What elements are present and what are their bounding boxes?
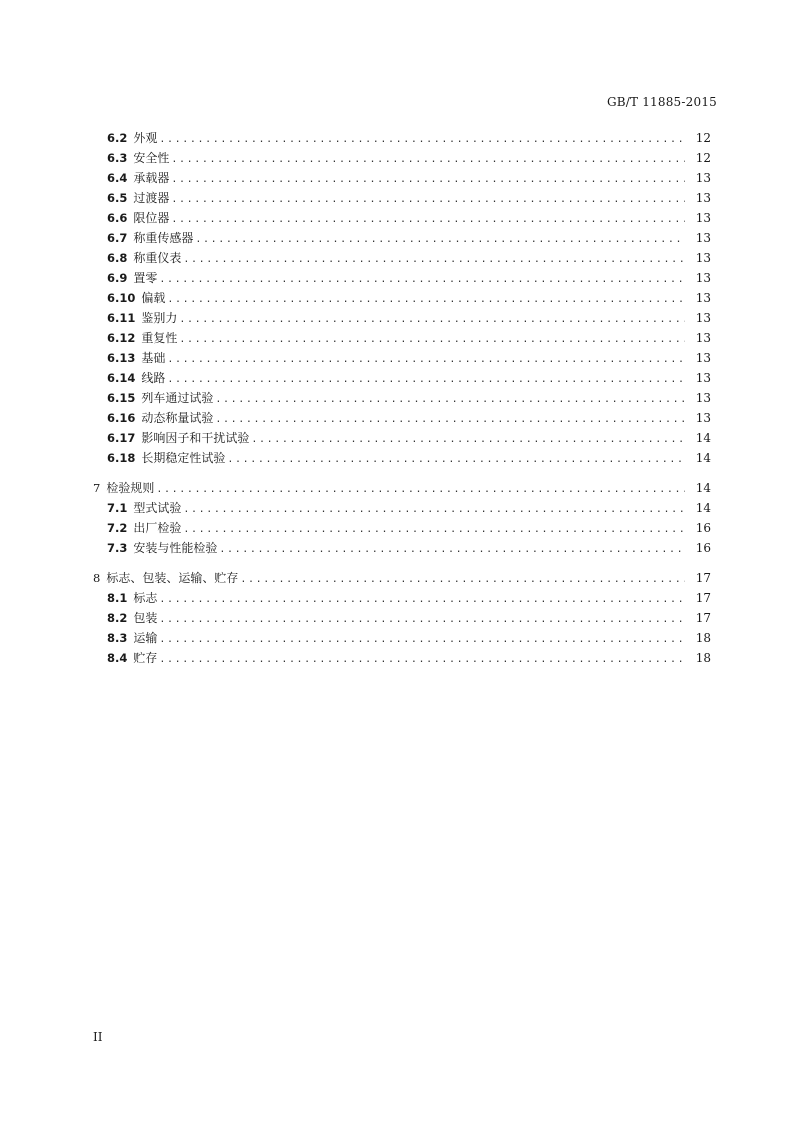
toc-entry-page-number: 13: [695, 411, 711, 425]
toc-entry-page-number: 16: [695, 541, 711, 555]
toc-entry-page-number: 13: [695, 311, 711, 325]
toc-entry[interactable]: [107, 308, 711, 328]
toc-entry-number: 6.17: [107, 431, 136, 445]
dot-leader: [159, 590, 685, 610]
toc-entry[interactable]: [93, 568, 711, 588]
toc-entry[interactable]: [107, 608, 711, 628]
toc-entry-page-number: 18: [695, 631, 711, 645]
toc-entry[interactable]: [107, 648, 711, 668]
toc-entry-title: 基础: [141, 351, 166, 365]
dot-leader: [159, 630, 685, 650]
dot-leader: [179, 310, 685, 330]
dot-leader: [183, 520, 685, 540]
dot-leader: [195, 230, 685, 250]
toc-entry-number: 8.3: [107, 631, 128, 645]
toc-entry-title: 标志、包装、运输、贮存: [106, 571, 239, 585]
toc-entry-number: 6.4: [107, 171, 128, 185]
toc-entry[interactable]: [93, 478, 711, 498]
toc-entry-title: 安全性: [133, 151, 170, 165]
toc-entry-number: 7: [93, 481, 101, 495]
toc-entry-number: 8.1: [107, 591, 128, 605]
toc-entry-page-number: 13: [695, 171, 711, 185]
dot-leader: [159, 650, 685, 670]
toc-entry[interactable]: [107, 148, 711, 168]
dot-leader: [183, 250, 685, 270]
toc-entry-page-number: 14: [695, 431, 711, 445]
toc-entry-title: 过渡器: [133, 191, 170, 205]
standard-code: GB/T 11885-2015: [606, 95, 717, 109]
toc-entry[interactable]: [107, 538, 711, 558]
toc-entry-title: 承载器: [133, 171, 170, 185]
toc-entry[interactable]: [107, 248, 711, 268]
toc-entry-title: 包装: [133, 611, 158, 625]
toc-entry-number: 8.2: [107, 611, 128, 625]
toc-entry-number: 6.14: [107, 371, 136, 385]
toc-entry[interactable]: [107, 348, 711, 368]
toc-entry-title: 型式试验: [133, 501, 182, 515]
toc-entry-page-number: 17: [695, 571, 711, 585]
toc-entry-page-number: 13: [695, 231, 711, 245]
toc-entry[interactable]: [107, 388, 711, 408]
toc-entry-page-number: 14: [695, 481, 711, 495]
toc-entry-title: 动态称量试验: [141, 411, 214, 425]
toc-entry[interactable]: [107, 228, 711, 248]
toc-entry-page-number: 13: [695, 391, 711, 405]
toc-entry-title: 长期稳定性试验: [141, 451, 226, 465]
toc-entry-number: 6.3: [107, 151, 128, 165]
dot-leader: [215, 410, 685, 430]
toc-entry-number: 6.8: [107, 251, 128, 265]
toc-entry-number: 6.7: [107, 231, 128, 245]
toc-entry-page-number: 13: [695, 331, 711, 345]
dot-leader: [159, 610, 685, 630]
toc-entry-number: 7.3: [107, 541, 128, 555]
toc-entry[interactable]: [107, 628, 711, 648]
toc-entry[interactable]: [107, 328, 711, 348]
toc-entry-title: 限位器: [133, 211, 170, 225]
dot-leader: [251, 430, 685, 450]
toc-entry-page-number: 13: [695, 251, 711, 265]
toc-entry-title: 称重仪表: [133, 251, 182, 265]
dot-leader: [159, 130, 685, 150]
toc-entry-page-number: 12: [695, 131, 711, 145]
dot-leader: [171, 190, 685, 210]
toc-entry[interactable]: [107, 448, 711, 468]
toc-entry-page-number: 13: [695, 291, 711, 305]
toc-entry-number: 7.2: [107, 521, 128, 535]
toc-entry-page-number: 13: [695, 371, 711, 385]
toc-entry-number: 8: [93, 571, 101, 585]
dot-leader: [227, 450, 685, 470]
toc-entry-number: 8.4: [107, 651, 128, 665]
toc-entry-page-number: 14: [695, 451, 711, 465]
toc-entry-page-number: 13: [695, 271, 711, 285]
toc-entry-title: 影响因子和干扰试验: [141, 431, 250, 445]
dot-leader: [215, 390, 685, 410]
toc-entry[interactable]: [107, 188, 711, 208]
toc-entry[interactable]: [107, 368, 711, 388]
toc-entry-page-number: 12: [695, 151, 711, 165]
toc-entry-title: 出厂检验: [133, 521, 182, 535]
toc-entry-page-number: 18: [695, 651, 711, 665]
toc-entry-number: 6.2: [107, 131, 128, 145]
dot-leader: [159, 270, 685, 290]
toc-entry[interactable]: [107, 208, 711, 228]
page-folio: II: [93, 1030, 103, 1044]
toc-entry[interactable]: [107, 128, 711, 148]
toc-entry-number: 6.18: [107, 451, 136, 465]
dot-leader: [171, 170, 685, 190]
dot-leader: [167, 290, 685, 310]
toc-entry[interactable]: [107, 288, 711, 308]
toc-entry-title: 线路: [141, 371, 166, 385]
toc-entry-title: 贮存: [133, 651, 158, 665]
toc-entry[interactable]: [107, 518, 711, 538]
toc-entry-number: 6.5: [107, 191, 128, 205]
toc-entry-title: 外观: [133, 131, 158, 145]
toc-entry-title: 偏载: [141, 291, 166, 305]
toc-entry[interactable]: [107, 408, 711, 428]
toc-entry[interactable]: [107, 428, 711, 448]
toc-entry-title: 列车通过试验: [141, 391, 214, 405]
dot-leader: [179, 330, 685, 350]
toc-entry-number: 6.16: [107, 411, 136, 425]
toc-entry-page-number: 17: [695, 611, 711, 625]
toc-entry-number: 6.10: [107, 291, 136, 305]
toc-entry-title: 标志: [133, 591, 158, 605]
toc-entry-page-number: 13: [695, 351, 711, 365]
toc-entry-number: 6.6: [107, 211, 128, 225]
toc-entry-number: 6.11: [107, 311, 136, 325]
toc-entry-page-number: 17: [695, 591, 711, 605]
toc-entry-number: 6.12: [107, 331, 136, 345]
toc-entry[interactable]: [107, 168, 711, 188]
toc-entry-number: 7.1: [107, 501, 128, 515]
toc-entry-number: 6.15: [107, 391, 136, 405]
toc-entry-page-number: 13: [695, 211, 711, 225]
toc-entry-title: 称重传感器: [133, 231, 194, 245]
toc-entry-number: 6.9: [107, 271, 128, 285]
dot-leader: [171, 150, 685, 170]
toc-entry-title: 运输: [133, 631, 158, 645]
toc-entry[interactable]: [107, 268, 711, 288]
toc-entry-page-number: 16: [695, 521, 711, 535]
dot-leader: [167, 350, 685, 370]
toc-entry-number: 6.13: [107, 351, 136, 365]
dot-leader: [219, 540, 685, 560]
toc-entry-title: 置零: [133, 271, 158, 285]
toc-entry-title: 鉴别力: [141, 311, 178, 325]
dot-leader: [171, 210, 685, 230]
toc-entry-title: 重复性: [141, 331, 178, 345]
dot-leader: [167, 370, 685, 390]
dot-leader: [183, 500, 685, 520]
dot-leader: [240, 570, 685, 590]
toc-entry[interactable]: [107, 588, 711, 608]
toc-entry-page-number: 14: [695, 501, 711, 515]
toc-entry-page-number: 13: [695, 191, 711, 205]
toc-entry-title: 安装与性能检验: [133, 541, 218, 555]
toc-entry-title: 检验规则: [106, 481, 155, 495]
dot-leader: [156, 480, 685, 500]
toc-entry[interactable]: [107, 498, 711, 518]
